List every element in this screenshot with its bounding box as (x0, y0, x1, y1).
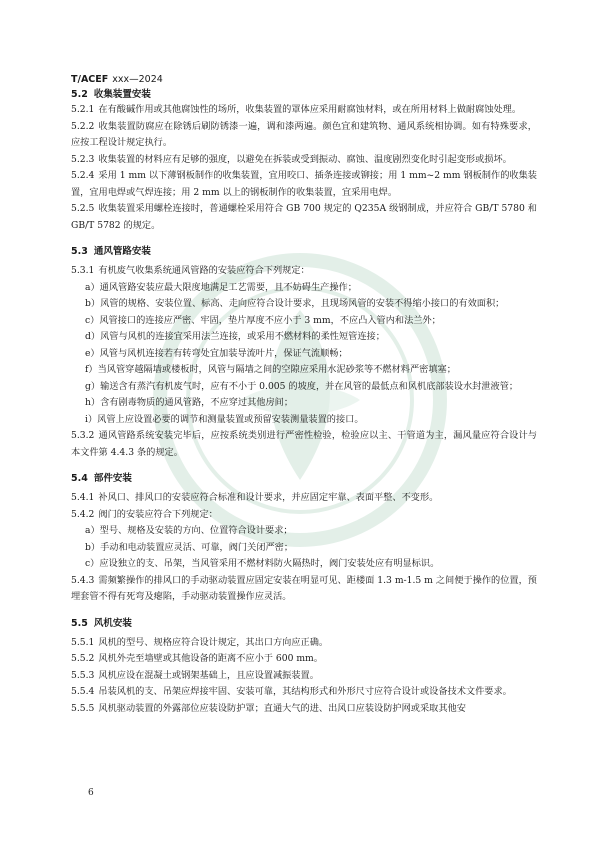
list-item-5-3-1-e: e）风管与风机连接若有转弯处宜加装导流叶片，保证气流顺畅； (85, 347, 348, 359)
clause-5-2-5: 5.2.5 收集装置采用螺栓连接时，普通螺栓采用符合 GB 700 规定的 Q235A 级钢制成，并应符合 GB/T 5780 和 GB/T 5782 的规定。 (71, 203, 537, 231)
clause-5-3-1: 5.3.1 有机废气收集系统通风管路的安装应符合下列规定： (71, 265, 310, 276)
list-item-5-3-1-h: h）含有剧毒物质的通风管路，不应穿过其他房间； (85, 397, 294, 408)
list-item-5-4-2-a: a）型号、规格及安装的方向、位置符合设计要求； (85, 525, 293, 536)
clause-5-5-4: 5.5.4 吊装风机的支、吊架应焊接牢固、安装可靠，其结构形式和外形尺寸应符合设计或设备技术文件要求。 (71, 686, 512, 697)
section-heading-5-5: 5.5 风机安装 (71, 617, 132, 629)
page-number: 6 (88, 788, 94, 798)
list-item-5-3-1-a: a）通风管路安装应最大限度地满足工艺需要，且不妨碍生产操作； (85, 281, 357, 293)
section-heading-5-4: 5.4 部件安装 (71, 473, 132, 484)
clause-5-4-1: 5.4.1 补风口、排风口的安装应符合标准和设计要求，并应固定牢靠、表面平整、不变形。 (71, 492, 439, 503)
clause-5-3-2: 5.3.2 通风管路系统安装完毕后，应按系统类别进行严密性检验，检验应以主、干管道为主，漏风量应符合设计与本文件第 4.4.3 条的规定。 (71, 430, 537, 458)
section-heading-5-3: 5.3 通风管路安装 (71, 246, 151, 257)
clause-5-2-4: 5.2.4 采用 1 mm 以下薄钢板制作的收集装置，宜用咬口、插条连接或铆接；用 1 mm~2 mm 钢板制作的收集装置，宜用电焊或气焊连接；用 2 mm 以上的钢板制作的收集装置，宜采用电焊。 (71, 170, 537, 198)
list-item-5-3-1-b: b）风管的规格、安装位置、标高、走向应符合设计要求，且现场风管的安装不得缩小接口的有效面积； (85, 298, 505, 309)
standard-code-prefix: T/ACEF (71, 74, 109, 85)
list-item-5-3-1-i: i）风管上应设置必要的调节和测量装置或预留安装测量装置的接口。 (85, 413, 364, 425)
clause-5-5-5: 5.5.5 风机驱动装置的外露部位应装设防护罩；直通大气的进、出风口应装设防护网或采取其他安 (71, 702, 466, 714)
list-item-5-4-2-b: b）手动和电动装置应灵活、可靠，阀门关闭严密； (85, 541, 294, 553)
clause-5-2-2: 5.2.2 收集装置防腐应在除锈后刷防锈漆一遍，调和漆两遍。颜色宜和建筑物、通风系统相协调。如有特殊要求，应按工程设计规定执行。 (71, 120, 537, 148)
list-item-5-4-2-c: c）应设独立的支、吊架，当风管采用不燃材料防火隔热时，阀门安装处应有明显标识。 (85, 558, 440, 569)
section-heading-5-2: 5.2 收集装置安装 (71, 89, 151, 100)
clause-5-5-3: 5.5.3 风机应设在混凝土或钢架基础上，且应设置减振装置。 (71, 669, 319, 681)
list-item-5-3-1-c: c）风管接口的连接应严密、牢固，垫片厚度不应小于 3 mm，不应凸入管内和法兰外； (85, 314, 441, 326)
list-item-5-3-1-f: f）当风管穿越隔墙或楼板时，风管与隔墙之间的空隙应采用水泥砂浆等不燃材料严密填塞； (85, 364, 456, 375)
clause-5-4-3: 5.4.3 需频繁操作的排风口的手动驱动装置应固定安装在明显可见、距楼面 1.3 m-1.5 m 之间便于操作的位置，预埋套管不得有死弯及瘪陷，手动驱动装置操作应灵活。 (71, 574, 537, 602)
list-item-5-3-1-d: d）风管与风机的连接宜采用法兰连接，或采用不燃材料的柔性短管连接； (85, 331, 385, 342)
list-item-5-3-1-g: g）输送含有蒸汽有机废气时，应有不小于 0.005 的坡度，并在风管的最低点和风机底部装设水封泄液管； (85, 380, 519, 392)
clause-5-4-2: 5.4.2 阀门的安装应符合下列规定： (71, 508, 218, 520)
clause-5-2-1: 5.2.1 在有酸碱作用或其他腐蚀性的场所，收集装置的罩体应采用耐腐蚀材料，或在所用材料上做耐腐蚀处理。 (71, 104, 522, 115)
clause-5-5-2: 5.5.2 风机外壳至墙壁或其他设备的距离不应小于 600 mm。 (71, 653, 323, 664)
clause-5-2-3: 5.2.3 收集装置的材料应有足够的强度，以避免在拆装或受到振动、腐蚀、温度剧烈变化时引起变形或损坏。 (71, 153, 512, 165)
document-page (71, 73, 537, 717)
standard-code (71, 73, 537, 87)
clause-5-5-1: 5.5.1 风机的型号、规格应符合设计规定，其出口方向应正确。 (71, 636, 329, 648)
standard-code-year: xxx—2024 (112, 74, 163, 85)
